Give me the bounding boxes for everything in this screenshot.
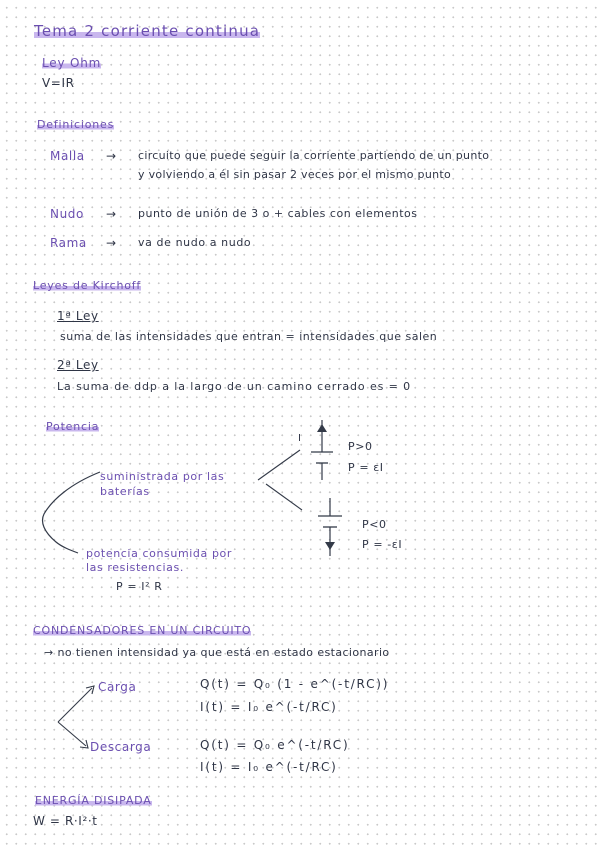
- potencia-brace: [43, 472, 101, 553]
- kirchhoff-law1-text: suma de las intensidades que entran = intensidades que salen: [60, 330, 438, 343]
- potencia-heading: Potencia: [46, 420, 100, 433]
- definition-text-malla: circuito que puede seguir la corriente partiendo de un punto: [138, 149, 490, 162]
- capacitor-discharge-q: Q(t) = Q₀ e^(-t/RC): [200, 738, 350, 752]
- definition-arrow: →: [106, 236, 117, 250]
- kirchhoff-law1-label: 1ª Ley: [57, 309, 99, 323]
- page-title: Tema 2 corriente continua: [34, 22, 261, 40]
- ohm-formula: V=IR: [42, 76, 75, 90]
- definitions-heading: Definiciones: [37, 118, 115, 131]
- power-negative-formula: P = -εI: [362, 538, 403, 551]
- power-positive-label: P>0: [348, 440, 373, 453]
- definition-arrow: →: [106, 149, 117, 163]
- capacitor-branch-up: [58, 688, 92, 722]
- energy-heading: ENERGÍA DISIPADA: [35, 794, 152, 807]
- kirchhoff-heading: Leyes de Kirchoff: [33, 279, 142, 292]
- definition-text-malla-2: y volviendo a él sin pasar 2 veces por el mismo punto: [138, 168, 452, 181]
- definition-text-nudo: punto de unión de 3 o + cables con elementos: [138, 207, 418, 220]
- definition-term-malla: Malla: [50, 149, 85, 163]
- power-positive-formula: P = εI: [348, 461, 384, 474]
- kirchhoff-law2-label: 2ª Ley: [57, 358, 99, 372]
- definition-term-rama: Rama: [50, 236, 87, 250]
- capacitor-discharge-i: I(t) = I₀ e^(-t/RC): [200, 760, 338, 774]
- potencia-supplied: suministrada por las: [100, 470, 225, 483]
- capacitor-charge-i: I(t) = I₀ e^(-t/RC): [200, 700, 338, 714]
- power-negative-label: P<0: [362, 518, 387, 531]
- capacitor-discharge-label: Descarga: [90, 740, 152, 754]
- definition-term-nudo: Nudo: [50, 207, 84, 221]
- arrow-to-bottom-battery: [266, 484, 302, 510]
- current-arrow-up-icon: [317, 424, 327, 432]
- capacitor-charge-q: Q(t) = Q₀ (1 - e^(-t/RC)): [200, 677, 390, 691]
- potencia-consumed-2: las resistencias.: [86, 561, 184, 574]
- definition-arrow: →: [106, 207, 117, 221]
- capacitor-branch-down: [58, 722, 86, 746]
- arrow-to-top-battery: [258, 450, 300, 480]
- potencia-consumed-formula: P = I² R: [116, 580, 163, 593]
- definition-text-rama: va de nudo a nudo: [138, 236, 252, 249]
- kirchhoff-law2-text: La suma de ddp a la largo de un camino cerrado es = 0: [57, 380, 412, 393]
- energy-formula: W = R·I²·t: [33, 814, 98, 828]
- potencia-consumed: potencia consumida por: [86, 547, 232, 560]
- current-arrow-down-icon: [325, 542, 335, 550]
- capacitors-note: → no tienen intensidad ya que está en estado estacionario: [44, 646, 390, 659]
- ohm-heading: Ley Ohm: [42, 56, 102, 70]
- current-label: I: [298, 433, 302, 444]
- capacitors-heading: CONDENSADORES EN UN CIRCUITO: [33, 624, 252, 637]
- potencia-supplied-2: baterías: [100, 485, 150, 498]
- capacitor-charge-label: Carga: [98, 680, 137, 694]
